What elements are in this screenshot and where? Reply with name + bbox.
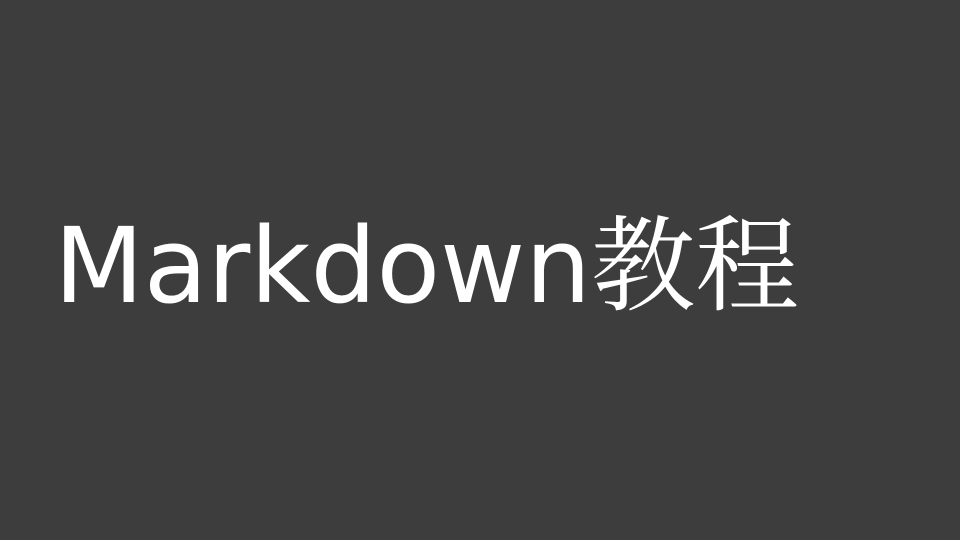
slide-title: Markdown教程 — [54, 205, 800, 327]
